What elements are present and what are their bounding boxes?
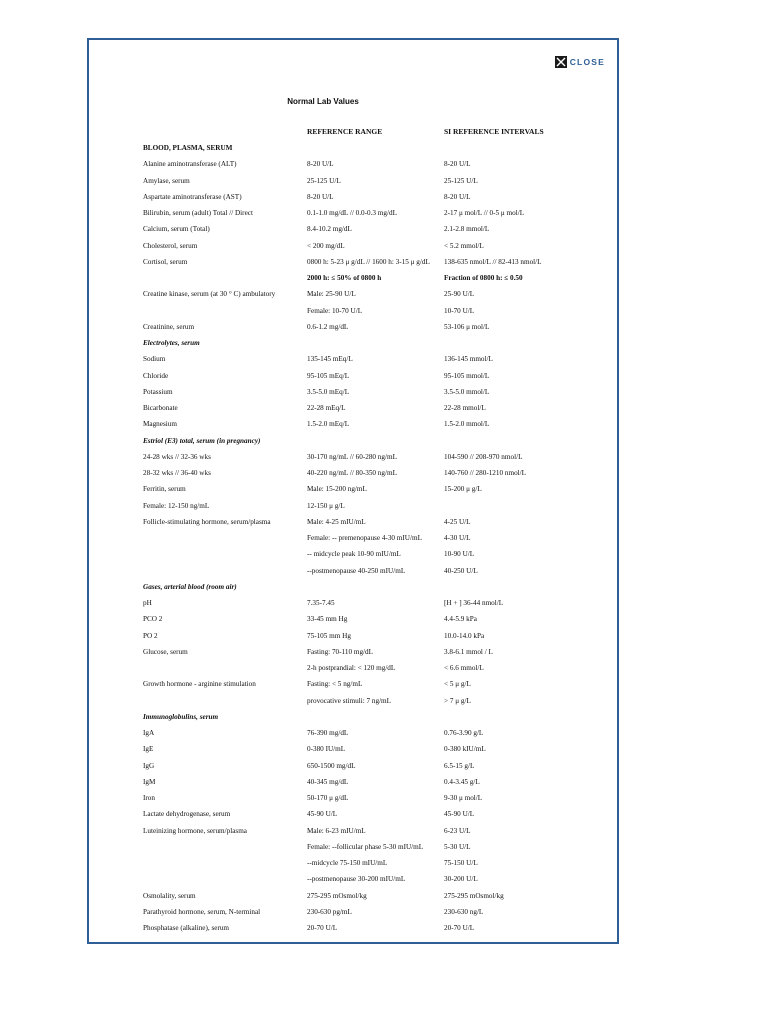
table-row bbox=[89, 839, 617, 855]
test-name: Luteinizing hormone, serum/plasma bbox=[143, 826, 247, 835]
section-heading bbox=[89, 140, 617, 156]
table-row bbox=[89, 611, 617, 627]
test-name: Alanine aminotransferase (ALT) bbox=[143, 160, 237, 169]
table-row bbox=[89, 400, 617, 416]
table-row bbox=[89, 888, 617, 904]
si-reference: 0.76-3.90 g/L bbox=[444, 729, 484, 737]
reference-range: 40-220 ng/mL // 80-350 ng/mL bbox=[307, 469, 397, 477]
test-name: Sodium bbox=[143, 355, 166, 364]
si-reference: 75-150 U/L bbox=[444, 859, 478, 867]
reference-range: 650-1500 mg/dL bbox=[307, 761, 356, 770]
si-reference: 6-23 U/L bbox=[444, 826, 471, 835]
si-reference: 30-200 U/L bbox=[444, 875, 478, 884]
test-name: Potassium bbox=[143, 387, 173, 396]
table-row bbox=[89, 156, 617, 172]
reference-range: Male: 6-23 mIU/mL bbox=[307, 826, 366, 835]
table-row bbox=[89, 221, 617, 237]
si-reference: 3.5-5.0 mmol/L bbox=[444, 387, 490, 396]
test-name: 24-28 wks // 32-36 wks bbox=[143, 452, 211, 461]
table-row bbox=[89, 384, 617, 400]
reference-range: Fasting: 70-110 mg/dL bbox=[307, 647, 374, 656]
table-row bbox=[89, 368, 617, 384]
header-reference-range: REFERENCE RANGE bbox=[307, 127, 383, 136]
test-name: Osmolality, serum bbox=[143, 891, 196, 900]
header-si-reference: SI REFERENCE INTERVALS bbox=[444, 127, 544, 136]
si-reference: [H + ] 36-44 nmol/L bbox=[444, 599, 504, 607]
reference-range: 135-145 mEq/L bbox=[307, 355, 353, 364]
si-reference: 8-20 U/L bbox=[444, 160, 471, 169]
si-reference: 10-70 U/L bbox=[444, 306, 475, 315]
si-reference: 1.5-2.0 mmol/L bbox=[444, 420, 490, 429]
close-label[interactable]: CLOSE bbox=[569, 57, 605, 67]
test-name: Glucose, serum bbox=[143, 647, 188, 656]
table-row bbox=[89, 741, 617, 757]
reference-range: 76-390 mg/dL bbox=[307, 729, 349, 737]
reference-range: 75-105 mm Hg bbox=[307, 631, 351, 640]
test-name: PCO 2 bbox=[143, 615, 163, 624]
test-name: Cholesterol, serum bbox=[143, 241, 198, 250]
test-name: Cortisol, serum bbox=[143, 257, 188, 266]
si-reference: 104-590 // 208-970 nmol/L bbox=[444, 452, 523, 461]
si-reference: 3.8-6.1 mmol / L bbox=[444, 647, 493, 656]
reference-range: 12-150 μ g/L bbox=[307, 501, 345, 510]
test-name: Growth hormone - arginine stimulation bbox=[143, 680, 256, 689]
reference-range: 2000 h: ≤ 50% of 0800 h bbox=[307, 274, 382, 282]
reference-range: --postmenopause 30-200 mIU/mL bbox=[307, 875, 406, 884]
si-reference: 45-90 U/L bbox=[444, 810, 475, 819]
table-row bbox=[89, 530, 617, 546]
test-name: Phosphatase (alkaline), serum bbox=[143, 924, 230, 932]
si-reference: 140-760 // 280-1210 nmol/L bbox=[444, 469, 527, 477]
test-name: Female: 12-150 ng/mL bbox=[143, 501, 210, 510]
reference-range: 0800 h: 5-23 μ g/dL // 1600 h: 3-15 μ g/dL bbox=[307, 257, 430, 266]
reference-range: 0.1-1.0 mg/dL // 0.0-0.3 mg/dL bbox=[307, 209, 397, 217]
si-reference: 40-250 U/L bbox=[444, 566, 478, 575]
si-reference: 4-25 U/L bbox=[444, 517, 471, 526]
si-reference: < 6.6 mmol/L bbox=[444, 664, 484, 672]
test-name: Creatinine, serum bbox=[143, 322, 195, 331]
test-name: Calcium, serum (Total) bbox=[143, 225, 210, 234]
si-reference: 53-106 μ mol/L bbox=[444, 322, 490, 331]
test-name: Immunoglobulins, serum bbox=[143, 712, 219, 721]
reference-range: --midcycle 75-150 mIU/mL bbox=[307, 859, 388, 867]
subsection-heading bbox=[89, 579, 617, 595]
lab-values-table bbox=[89, 140, 617, 936]
document-title-text: Normal Lab Values bbox=[287, 97, 359, 106]
si-reference: 20-70 U/L bbox=[444, 924, 475, 932]
reference-range: 33-45 mm Hg bbox=[307, 615, 348, 624]
test-name: Iron bbox=[143, 794, 155, 802]
table-row bbox=[89, 498, 617, 514]
reference-range: 45-90 U/L bbox=[307, 810, 338, 819]
reference-range: 8.4-10.2 mg/dL bbox=[307, 225, 352, 234]
table-row bbox=[89, 481, 617, 497]
test-name: Follicle-stimulating hormone, serum/plasma bbox=[143, 517, 271, 526]
test-name: IgG bbox=[143, 761, 155, 770]
si-reference: 136-145 mmol/L bbox=[444, 355, 493, 364]
table-row bbox=[89, 904, 617, 920]
test-name: Amylase, serum bbox=[143, 176, 190, 185]
table-row bbox=[89, 725, 617, 741]
reference-range: 50-170 μ g/dL bbox=[307, 794, 349, 802]
table-row bbox=[89, 563, 617, 579]
test-name: Creatine kinase, serum (at 30 ° C) ambulatory bbox=[143, 290, 276, 299]
table-row bbox=[89, 693, 617, 709]
reference-range: 3.5-5.0 mEq/L bbox=[307, 387, 350, 396]
close-button[interactable] bbox=[555, 56, 605, 68]
table-row bbox=[89, 465, 617, 481]
test-name: IgE bbox=[143, 745, 154, 754]
test-name: Parathyroid hormone, serum, N-terminal bbox=[143, 907, 261, 916]
si-reference: 6.5-15 g/L bbox=[444, 761, 475, 770]
test-name: Magnesium bbox=[143, 420, 177, 429]
table-row bbox=[89, 189, 617, 205]
reference-range: 7.35-7.45 bbox=[307, 599, 335, 607]
si-reference: 138-635 nmol/L // 82-413 nmol/L bbox=[444, 257, 542, 266]
reference-range: Female: --follicular phase 5-30 mIU/mL bbox=[307, 842, 424, 851]
reference-range: 8-20 U/L bbox=[307, 192, 334, 201]
table-row bbox=[89, 823, 617, 839]
reference-range: 0-380 IU/mL bbox=[307, 745, 346, 754]
reference-range: 20-70 U/L bbox=[307, 924, 338, 932]
test-name: Chloride bbox=[143, 371, 169, 380]
si-reference: 230-630 ng/L bbox=[444, 907, 484, 916]
reference-range: --postmenopause 40-250 mIU/mL bbox=[307, 566, 406, 575]
table-row bbox=[89, 920, 617, 936]
test-name: Bilirubin, serum (adult) Total // Direct bbox=[143, 209, 253, 217]
document-title bbox=[89, 97, 617, 106]
test-name: Gases, arterial blood (room air) bbox=[143, 582, 237, 591]
table-row bbox=[89, 871, 617, 887]
reference-range: 30-170 ng/mL // 60-280 ng/mL bbox=[307, 452, 397, 461]
test-name: pH bbox=[143, 599, 152, 607]
reference-range: 2-h postprandial: < 120 mg/dL bbox=[307, 664, 396, 672]
test-name: BLOOD, PLASMA, SERUM bbox=[143, 144, 233, 152]
si-reference: 15-200 μ g/L bbox=[444, 485, 482, 494]
table-row bbox=[89, 514, 617, 530]
subsection-heading bbox=[89, 433, 617, 449]
table-row bbox=[89, 806, 617, 822]
si-reference: 95-105 mmol/L bbox=[444, 371, 490, 380]
table-row bbox=[89, 238, 617, 254]
table-row bbox=[89, 449, 617, 465]
table-row bbox=[89, 758, 617, 774]
table-row bbox=[89, 205, 617, 221]
table-row bbox=[89, 774, 617, 790]
reference-range: 1.5-2.0 mEq/L bbox=[307, 420, 350, 429]
table-row bbox=[89, 546, 617, 562]
si-reference: 8-20 U/L bbox=[444, 192, 471, 201]
test-name: Lactate dehydrogenase, serum bbox=[143, 810, 231, 819]
si-reference: < 5 μ g/L bbox=[444, 680, 471, 689]
test-name: Ferritin, serum bbox=[143, 485, 186, 494]
subsection-heading bbox=[89, 335, 617, 351]
reference-range: < 200 mg/dL bbox=[307, 241, 345, 250]
si-reference: 4-30 U/L bbox=[444, 534, 471, 542]
si-reference: 2.1-2.8 mmol/L bbox=[444, 225, 490, 234]
si-reference: 9-30 μ mol/L bbox=[444, 794, 483, 802]
reference-range: 275-295 mOsmol/kg bbox=[307, 891, 367, 900]
test-name: Aspartate aminotransferase (AST) bbox=[143, 192, 242, 201]
si-reference: 0.4-3.45 g/L bbox=[444, 777, 480, 786]
si-reference: Fraction of 0800 h: ≤ 0.50 bbox=[444, 274, 523, 282]
test-name: Electrolytes, serum bbox=[143, 339, 200, 347]
si-reference: 10-90 U/L bbox=[444, 550, 475, 559]
table-row bbox=[89, 676, 617, 692]
table-row bbox=[89, 644, 617, 660]
si-reference: 25-90 U/L bbox=[444, 290, 475, 299]
reference-range: Male: 4-25 mIU/mL bbox=[307, 517, 366, 526]
si-reference: < 5.2 mmol/L bbox=[444, 241, 484, 250]
si-reference: 2-17 μ mol/L // 0-5 μ mol/L bbox=[444, 209, 525, 217]
table-row bbox=[89, 855, 617, 871]
table-row bbox=[89, 628, 617, 644]
document-viewer bbox=[87, 38, 619, 944]
test-name: Estriol (E3) total, serum (in pregnancy) bbox=[143, 436, 261, 445]
table-row bbox=[89, 351, 617, 367]
reference-range: Male: 15-200 ng/mL bbox=[307, 485, 367, 494]
close-icon[interactable] bbox=[555, 56, 567, 68]
reference-range: Male: 25-90 U/L bbox=[307, 290, 356, 299]
table-row bbox=[89, 416, 617, 432]
table-row bbox=[89, 254, 617, 270]
reference-range: 40-345 mg/dL bbox=[307, 777, 349, 786]
reference-range: 230-630 pg/mL bbox=[307, 907, 352, 916]
si-reference: > 7 μ g/L bbox=[444, 696, 471, 705]
reference-range: 25-125 U/L bbox=[307, 176, 341, 185]
si-reference: 0-380 kIU/mL bbox=[444, 745, 486, 754]
reference-range: 95-105 mEq/L bbox=[307, 371, 350, 380]
reference-range: -- midcycle peak 10-90 mIU/mL bbox=[307, 550, 401, 559]
si-reference: 4.4-5.9 kPa bbox=[444, 615, 477, 624]
reference-range: provocative stimuli: 7 ng/mL bbox=[307, 696, 392, 705]
table-row bbox=[89, 595, 617, 611]
table-row bbox=[89, 319, 617, 335]
test-name: 28-32 wks // 36-40 wks bbox=[143, 469, 211, 477]
subsection-heading bbox=[89, 709, 617, 725]
test-name: IgA bbox=[143, 729, 155, 737]
si-reference: 275-295 mOsmol/kg bbox=[444, 891, 504, 900]
reference-range: 22-28 mEq/L bbox=[307, 404, 346, 412]
si-reference: 10.0-14.0 kPa bbox=[444, 631, 485, 640]
table-row bbox=[89, 660, 617, 676]
table-row bbox=[89, 286, 617, 302]
reference-range: Fasting: < 5 ng/mL bbox=[307, 680, 363, 689]
reference-range: 8-20 U/L bbox=[307, 160, 334, 169]
si-reference: 25-125 U/L bbox=[444, 176, 478, 185]
test-name: IgM bbox=[143, 777, 156, 786]
table-row bbox=[89, 790, 617, 806]
reference-range: 0.6-1.2 mg/dL bbox=[307, 322, 349, 331]
si-reference: 5-30 U/L bbox=[444, 842, 471, 851]
reference-range: Female: -- premenopause 4-30 mIU/mL bbox=[307, 534, 422, 542]
test-name: PO 2 bbox=[143, 631, 158, 640]
reference-range: Female: 10-70 U/L bbox=[307, 306, 363, 315]
table-row bbox=[89, 173, 617, 189]
table-row bbox=[89, 303, 617, 319]
test-name: Bicarbonate bbox=[143, 404, 178, 412]
si-reference: 22-28 mmol/L bbox=[444, 404, 486, 412]
table-row bbox=[89, 270, 617, 286]
